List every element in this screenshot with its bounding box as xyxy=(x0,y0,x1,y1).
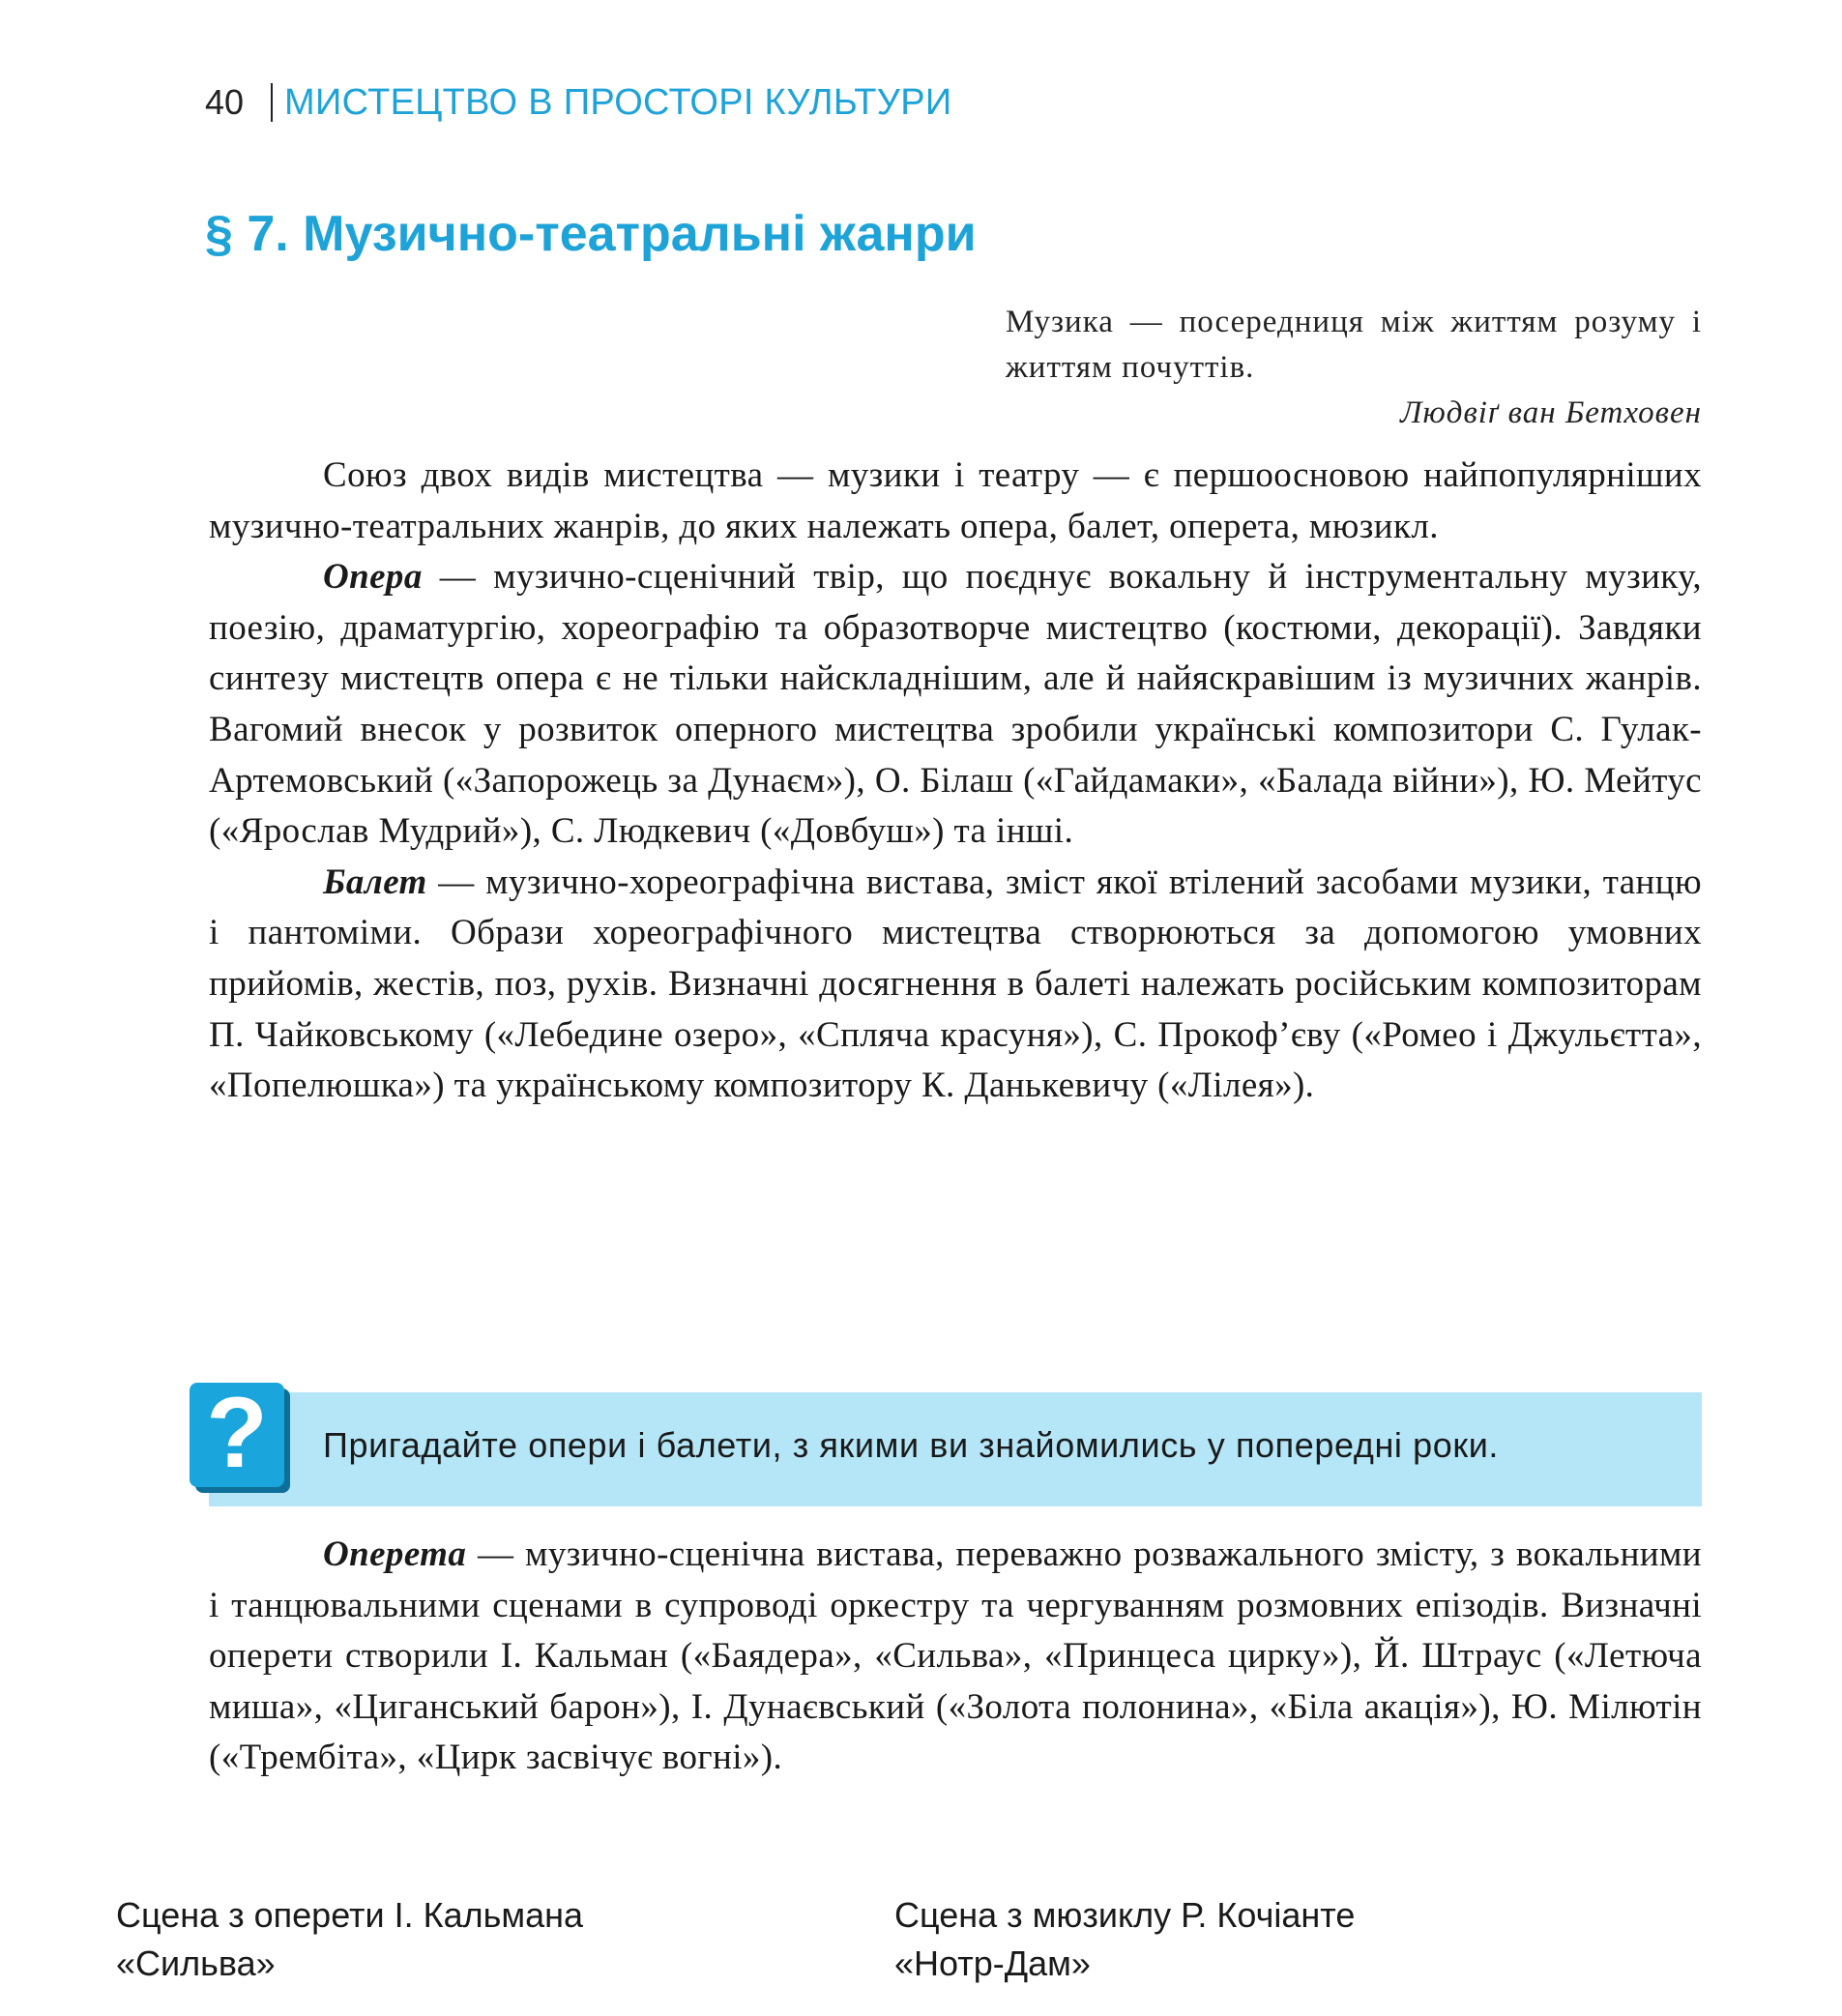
intro-text: Союз двох видів мистецтва — музики і театру — є першоосновою найпопулярніших музично-театральних жанрів, до яких належать опера, балет, оперета, мюзикл. xyxy=(209,455,1702,546)
caption-left-line2: «Сильва» xyxy=(116,1943,276,1983)
epigraph-quote: Музика — посередниця між життям розуму і життям почуттів. xyxy=(1006,305,1702,385)
paragraph-operetta xyxy=(209,1530,1702,1784)
body-text-upper xyxy=(209,451,1702,1112)
caption-musical-photo xyxy=(894,1891,1355,1988)
epigraph xyxy=(1006,300,1702,436)
paragraph-intro xyxy=(209,451,1702,552)
section-title: § 7. Музично-театральні жанри xyxy=(205,206,977,262)
ballet-text: — музично-хореографічна вистава, зміст якої втілений засобами музики, танцю і пантоміми. Образи хореографічного мистецтва створюються за допомогою умовних прийомів, жестів, поз, рухів. Визначні досягнення в балеті належать російським композиторам П. Чайковському («Лебедине озеро», «Спляча красуня»), С. Прокоф’єву («Ромео і Джульєтта», «Попелюшка») та українському композитору К. Данькевичу («Лілея»). xyxy=(209,862,1702,1106)
body-text-lower xyxy=(209,1530,1702,1784)
caption-right-line2: «Нотр-Дам» xyxy=(894,1943,1091,1983)
question-mark-icon xyxy=(190,1377,284,1489)
chapter-title: МИСТЕЦТВО В ПРОСТОРІ КУЛЬТУРИ xyxy=(284,81,952,123)
question-text: Пригадайте опери і балети, з якими ви знайомились у попередні роки. xyxy=(323,1425,1500,1465)
running-header xyxy=(205,75,951,130)
epigraph-author: Людвіґ ван Бетховен xyxy=(1400,395,1702,430)
operetta-text: — музично-сценічна вистава, переважно розважального змісту, з вокальними і танцювальними сценами в супроводі оркестру та чергуванням розмовних епізодів. Визначні оперети створили І. Кальман («Баядера», «Сильва», «Принцеса цирку»), Й. Штраус («Летюча миша», «Циганський барон»), І. Дунаєвський («Золота полонина», «Біла акація»), Ю. Мілютін («Трембіта», «Цирк засвічує вогні»). xyxy=(209,1534,1702,1778)
caption-operetta-photo xyxy=(116,1891,583,1988)
caption-right-line1: Сцена з мюзиклу Р. Кочіанте xyxy=(894,1895,1356,1935)
opera-text: — музично-сценічний твір, що поєднує вокальну й інструментальну музику, поезію, драматургію, хореографію та образотворче мистецтво (костюми, декорації). Завдяки синтезу мистецтв опера є не тільки найскладнішим, але й найяскравішим із музичних жанрів. Вагомий внесок у розвиток оперного мистецтва зробили українські композитори С. Гулак-Артемовський («Запорожець за Дунаєм»), О. Білаш («Гайдамаки», «Балада війни»), Ю. Мейтус («Ярослав Мудрий»), С. Людкевич («Довбуш») та інші. xyxy=(209,557,1702,852)
paragraph-opera xyxy=(209,552,1702,858)
term-opera: Опера xyxy=(323,557,423,598)
term-operetta: Оперета xyxy=(323,1534,467,1574)
question-glyph: ? xyxy=(206,1377,268,1489)
term-ballet: Балет xyxy=(323,862,427,902)
caption-left-line1: Сцена з оперети І. Кальмана xyxy=(116,1895,584,1935)
page-number: 40 xyxy=(205,82,245,122)
paragraph-ballet xyxy=(209,858,1702,1112)
header-divider xyxy=(271,83,273,122)
